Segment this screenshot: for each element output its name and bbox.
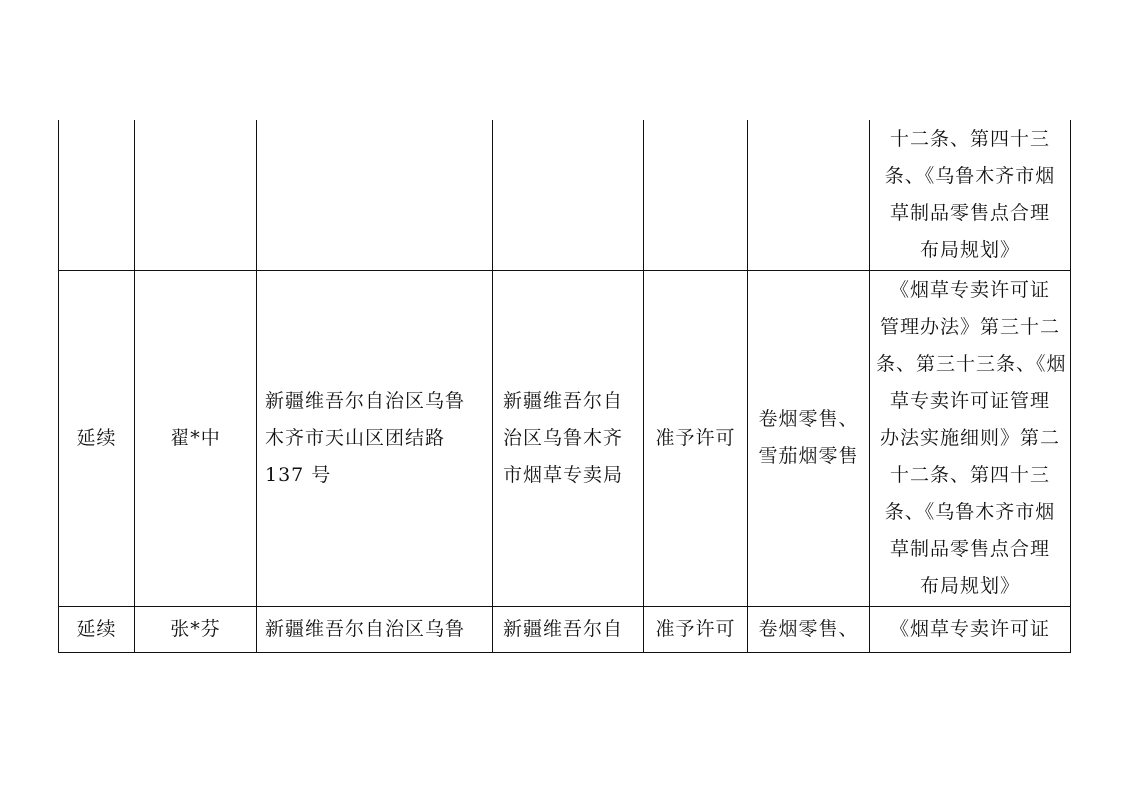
- license-table: [58, 120, 1071, 653]
- address-line: 新疆维吾尔自治区乌鲁: [265, 617, 466, 640]
- authority-line: 新疆维吾尔自: [503, 389, 624, 412]
- address-line: 新疆维吾尔自治区乌鲁: [265, 389, 466, 412]
- scope-cell: [748, 606, 870, 652]
- basis-line: 布局规划》: [919, 574, 1020, 597]
- basis-line: 十二条、第四十三: [889, 127, 1050, 150]
- authority-cell: [493, 606, 644, 652]
- table-row: [59, 120, 1071, 270]
- address-cell: [257, 120, 493, 270]
- decision-cell: 准予许可: [644, 606, 748, 652]
- basis-line: 草制品零售点合理: [889, 537, 1050, 560]
- scope-cell: [748, 120, 870, 270]
- table-row: [59, 270, 1071, 606]
- authority-line: 治区乌鲁木齐: [503, 426, 624, 449]
- basis-line: 草专卖许可证管理: [889, 389, 1050, 412]
- decision-cell: 准予许可: [644, 270, 748, 606]
- name-cell: 翟*中: [135, 270, 257, 606]
- address-cell: [257, 606, 493, 652]
- basis-cell: [870, 120, 1071, 270]
- table-row: [59, 606, 1071, 652]
- type-cell: 延续: [59, 606, 135, 652]
- basis-line: 办法实施细则》第二: [879, 426, 1060, 449]
- decision-cell: [644, 120, 748, 270]
- type-cell: 延续: [59, 270, 135, 606]
- type-cell: [59, 120, 135, 270]
- name-cell: [135, 120, 257, 270]
- basis-line: 条、《乌鲁木齐市烟: [884, 500, 1056, 523]
- address-line: 木齐市天山区团结路: [265, 426, 446, 449]
- authority-line: 新疆维吾尔自: [503, 617, 624, 640]
- scope-line: 卷烟零售、: [758, 408, 859, 430]
- authority-line: 市烟草专卖局: [503, 463, 624, 486]
- basis-line: 十二条、第四十三: [889, 463, 1050, 486]
- basis-line: 条、第三十三条、《烟: [876, 352, 1067, 375]
- scope-line: 雪茄烟零售: [758, 445, 859, 467]
- basis-line: 布局规划》: [919, 238, 1020, 261]
- scope-line: 卷烟零售、: [758, 617, 859, 640]
- address-line: 137 号: [265, 463, 332, 486]
- authority-cell: [493, 270, 644, 606]
- basis-line: 草制品零售点合理: [889, 201, 1050, 224]
- basis-line: 《烟草专卖许可证: [889, 617, 1050, 640]
- basis-line: 管理办法》第三十二: [879, 315, 1060, 338]
- name-cell: 张*芬: [135, 606, 257, 652]
- basis-cell: [870, 606, 1071, 652]
- scope-cell: [748, 270, 870, 606]
- basis-line: 《烟草专卖许可证: [889, 278, 1050, 301]
- basis-cell: [870, 270, 1071, 606]
- address-cell: [257, 270, 493, 606]
- basis-line: 条、《乌鲁木齐市烟: [884, 164, 1056, 187]
- authority-cell: [493, 120, 644, 270]
